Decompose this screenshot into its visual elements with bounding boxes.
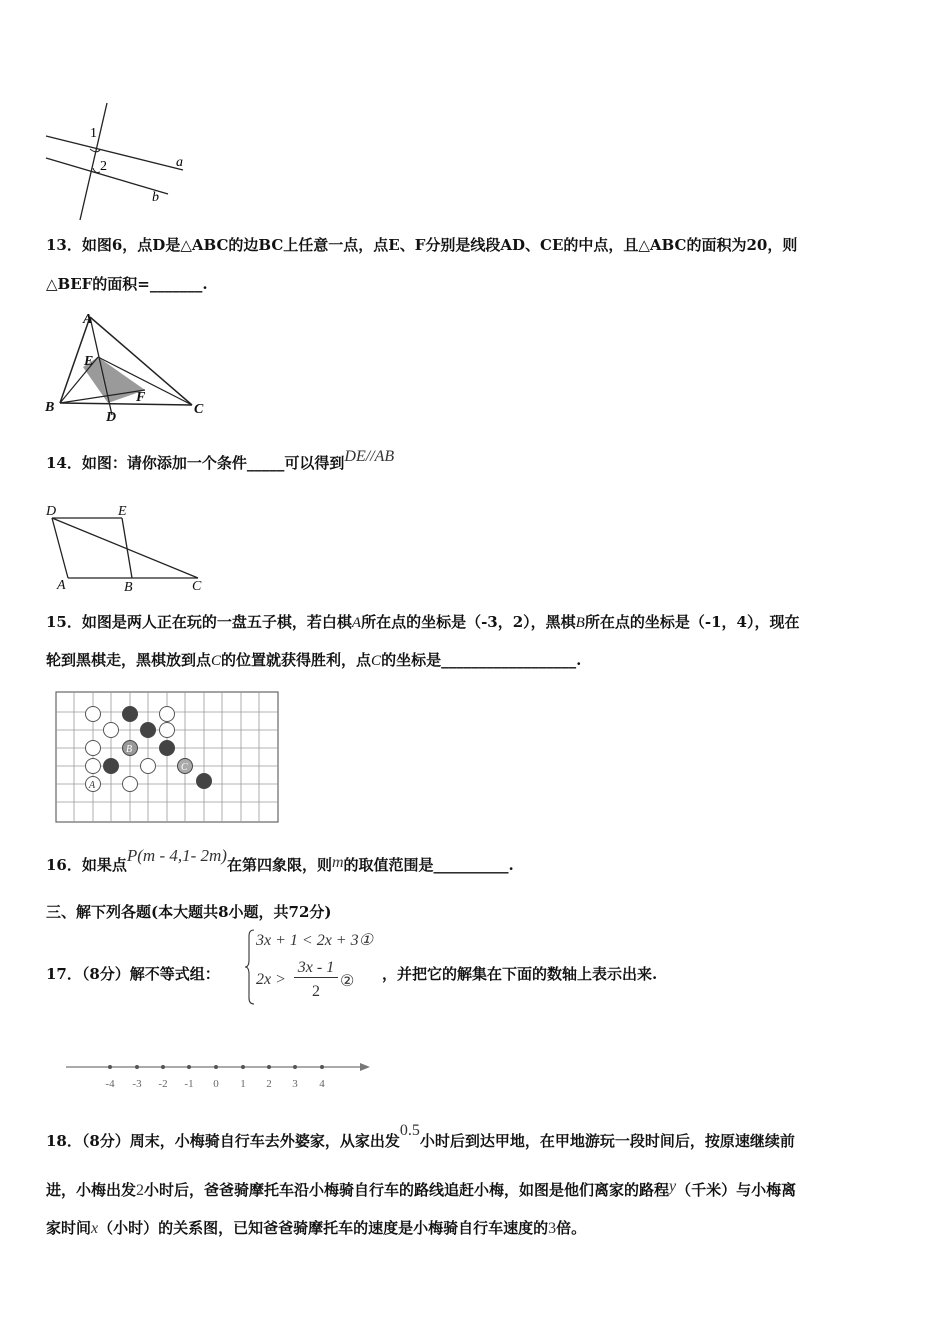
q16-text-3: 的取值范围是__________.: [343, 856, 514, 874]
inequality-2-denominator: 2: [312, 983, 320, 1000]
tick-label: -1: [184, 1078, 194, 1090]
point-b-label: B: [124, 580, 133, 595]
point-b-label: B: [45, 400, 55, 415]
question-14: [46, 448, 395, 474]
q16-text-1: 16．如果点: [46, 856, 127, 874]
q15-point-c-2: C: [371, 653, 382, 669]
stone-a-label: A: [89, 780, 96, 791]
point-d-label: D: [106, 410, 117, 425]
q15-text-3: 所在点的坐标是（-1，4），现在: [584, 613, 800, 631]
angle-2-label: 2: [100, 159, 107, 174]
point-e-label: E: [84, 354, 94, 369]
point-c-label: C: [192, 579, 202, 594]
question-15-line-2: [46, 650, 581, 671]
q15-point-c: C: [211, 653, 222, 669]
q18-text-2: 小时后到达甲地，在甲地游玩一段时间后，按原速继续前: [419, 1132, 795, 1150]
stone-b-label: B: [126, 744, 133, 755]
question-17-tail: ，并把它的解集在下面的数轴上表示出来.: [382, 965, 658, 983]
question-18-line-3: [46, 1218, 586, 1239]
point-c-label: C: [194, 402, 204, 417]
q18-text-1: 18．（8分）周末，小梅骑自行车去外婆家，从家出发: [46, 1132, 400, 1150]
inequality-2-left: 2x >: [256, 971, 286, 988]
tick-label: 3: [292, 1078, 298, 1090]
inequality-system: [244, 928, 384, 1006]
q15-black-b: B: [575, 615, 585, 631]
point-e-label: E: [118, 504, 127, 519]
q15-text-6: 的坐标是__________________.: [381, 651, 582, 669]
q18-text-5: （千米）与小梅离: [676, 1181, 797, 1199]
question-13-line-2: △BEF的面积=_______.: [46, 275, 208, 293]
triangle-abc-figure: [40, 305, 215, 425]
question-13-line-1: 13．如图6，点D是△ABC的边BC上任意一点，点E、F分别是线段AD、CE的中点，且△ABC的面积为20，则: [46, 236, 798, 254]
question-15-line-1: [46, 612, 799, 633]
q18-text-3: 进，小梅出发: [46, 1181, 137, 1199]
point-a-label: A: [57, 578, 66, 593]
q18-text-6: 家时间: [46, 1219, 92, 1237]
question-18-line-1: [46, 1122, 795, 1152]
line-b-label: b: [152, 190, 159, 205]
de-parallel-ab: DE//AB: [344, 448, 395, 465]
tick-label: 4: [319, 1078, 325, 1090]
q18-variable-y: y: [669, 1178, 677, 1195]
q15-text-2: 所在点的坐标是（-3，2），黑棋: [361, 613, 576, 631]
number-line: [60, 1056, 380, 1092]
q18-text-7: （小时）的关系图，已知爸爸骑摩托车的速度是小梅骑自行车速度的: [98, 1219, 549, 1237]
q15-white-a: A: [351, 615, 362, 631]
point-a-label: A: [83, 312, 93, 327]
question-18-line-2: [46, 1180, 796, 1201]
section-3-title: 三、解下列各题(本大题共8小题，共72分): [46, 903, 332, 921]
q18-value-three: 3: [548, 1220, 557, 1237]
q18-text-4: 小时后，爸爸骑摩托车沿小梅骑自行车的路线追赶小梅，如图是他们离家的路程: [144, 1181, 670, 1199]
q16-text-2: 在第四象限，则: [226, 856, 332, 874]
angle-1-label: 1: [90, 126, 97, 141]
question-16: [46, 846, 514, 876]
tick-label: 0: [213, 1078, 219, 1090]
tick-label: 2: [266, 1078, 272, 1090]
inequality-2-circle-mark: ②: [340, 973, 355, 990]
inequality-1: 3x + 1 < 2x + 3①: [256, 932, 373, 949]
line-a-label: a: [176, 155, 183, 170]
tick-label: 1: [240, 1078, 246, 1090]
parallelogram-figure: [40, 500, 215, 595]
q15-text-4: 轮到黑棋走，黑棋放到点: [46, 651, 212, 669]
left-brace: [244, 928, 256, 1006]
q18-variable-x: x: [91, 1220, 99, 1237]
q16-variable-m: m: [331, 854, 344, 871]
tick-label: -4: [105, 1078, 115, 1090]
q18-text-8: 倍。: [556, 1219, 587, 1237]
parallel-lines-figure: [40, 98, 200, 223]
question-17-label: 17．（8分）解不等式组：: [46, 965, 220, 983]
tick-label: -3: [132, 1078, 142, 1090]
tick-label: -2: [158, 1078, 168, 1090]
q15-text-1: 15．如图是两人正在玩的一盘五子棋，若白棋: [46, 613, 352, 631]
inequality-2-numerator: 3x - 1: [294, 959, 338, 978]
point-d-label: D: [46, 504, 57, 519]
q18-value-half-hour: 0.5: [399, 1122, 420, 1139]
q18-value-two-hours: 2: [136, 1182, 145, 1199]
stone-c-label: C: [181, 762, 188, 773]
point-p-expression: P(m - 4,1- 2m): [126, 846, 227, 865]
point-f-label: F: [136, 390, 146, 405]
question-14-text: 14．如图：请你添加一个条件_____可以得到: [46, 454, 345, 472]
gomoku-board-figure: [50, 688, 285, 828]
q15-text-5: 的位置就获得胜利，点: [221, 651, 372, 669]
